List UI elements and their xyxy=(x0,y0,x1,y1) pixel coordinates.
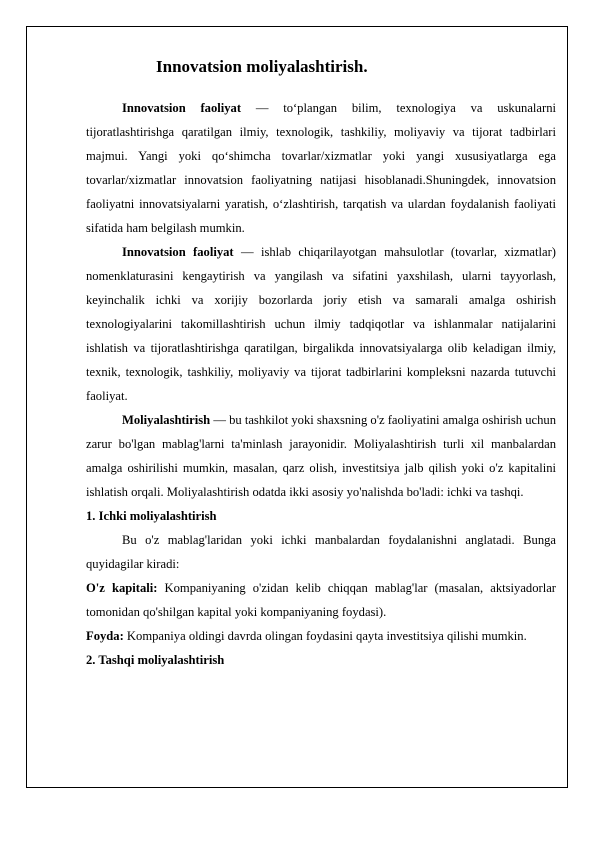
term-own-capital: O'z kapitali: xyxy=(86,581,158,595)
paragraph-text: — to‘plangan bilim, texnologiya va uskunalarni tijoratlashtirishga qaratilgan ilmiy, texnologik, tashkiliy, moliyaviy va tijorat tadbirlari majmui. Yangi yoki qo‘shimcha tovarlar/xizmatlar yoki yangi xususiyatlarga ega tovarlar/xizmatlar innovatsion faoliyatning natijasi hisoblanadi.Shuningdek, innovatsion faoliyatni innovatsiyalarni yaratish, o‘zlashtirish, tarqatish va ulardan foydalanish faoliyati sifatida ham belgilash mumkin. xyxy=(86,101,556,235)
paragraph-innovation-activity-1 xyxy=(86,96,556,240)
title-spacer xyxy=(86,58,556,96)
section-heading-internal-financing: 1. Ichki moliyalashtirish xyxy=(86,509,217,523)
paragraph-financing xyxy=(86,408,556,504)
term-innovation-activity-2: Innovatsion faoliyat xyxy=(122,245,234,259)
paragraph-internal-intro: Bu o'z mablag'laridan yoki ichki manbalardan foydalanishni anglatadi. Bunga quyidagilar kiradi: xyxy=(86,533,556,571)
term-profit: Foyda: xyxy=(86,629,124,643)
paragraph-text: Kompaniya oldingi davrda olingan foydasini qayta investitsiya qilishi mumkin. xyxy=(123,629,527,643)
paragraph-text: — ishlab chiqarilayotgan mahsulotlar (tovarlar, xizmatlar) nomenklaturasini kengaytirish va yangilash va sifatini yaxshilash, ularni tayyorlash, keyinchalik ichki va xorijiy bozorlarda joriy etish va samarali amalga oshirish texnologiyalarini takomillashtirish uchun ilmiy tadqiqotlar va ishlanmalar natijalarini ishlatish va tijoratlashtirishga qaratilgan, birgalikda innovatsiyalarga olib keladigan ilmiy, texnik, texnologik, tashkiliy, moliyaviy va tijorat tadbirlarini kompleksni nazarda tutuvchi faoliyat. xyxy=(86,245,556,403)
document-title: Innovatsion moliyalashtirish. xyxy=(156,57,368,76)
term-financing: Moliyalashtirish xyxy=(122,413,211,427)
paragraph-own-capital xyxy=(86,576,556,624)
paragraph-innovation-activity-2 xyxy=(86,240,556,408)
term-innovation-activity-1: Innovatsion faoliyat xyxy=(122,101,242,115)
paragraph-text: — bu tashkilot yoki shaxsning o'z faoliyatini amalga oshirish uchun zarur bo'lgan mablag'larni ta'minlash jarayonidir. Moliyalashtirish turli xil manbalardan amalga oshirilishi mumkin, masalan, qarz olish, investitsiya jalb qilish yoki o'z kapitalini ishlatish orqali. Moliyalashtirish odatda ikki asosiy yo'nalishda bo'ladi: ichki va tashqi. xyxy=(86,413,556,499)
document-body xyxy=(86,58,556,672)
paragraph-profit xyxy=(86,624,556,648)
paragraph-text: Kompaniyaning o'zidan kelib chiqqan mablag'lar (masalan, aktsiyadorlar tomonidan qo'shilgan kapital yoki kompaniyaning foydasi). xyxy=(86,581,556,619)
section-heading-external-financing: 2. Tashqi moliyalashtirish xyxy=(86,653,225,667)
